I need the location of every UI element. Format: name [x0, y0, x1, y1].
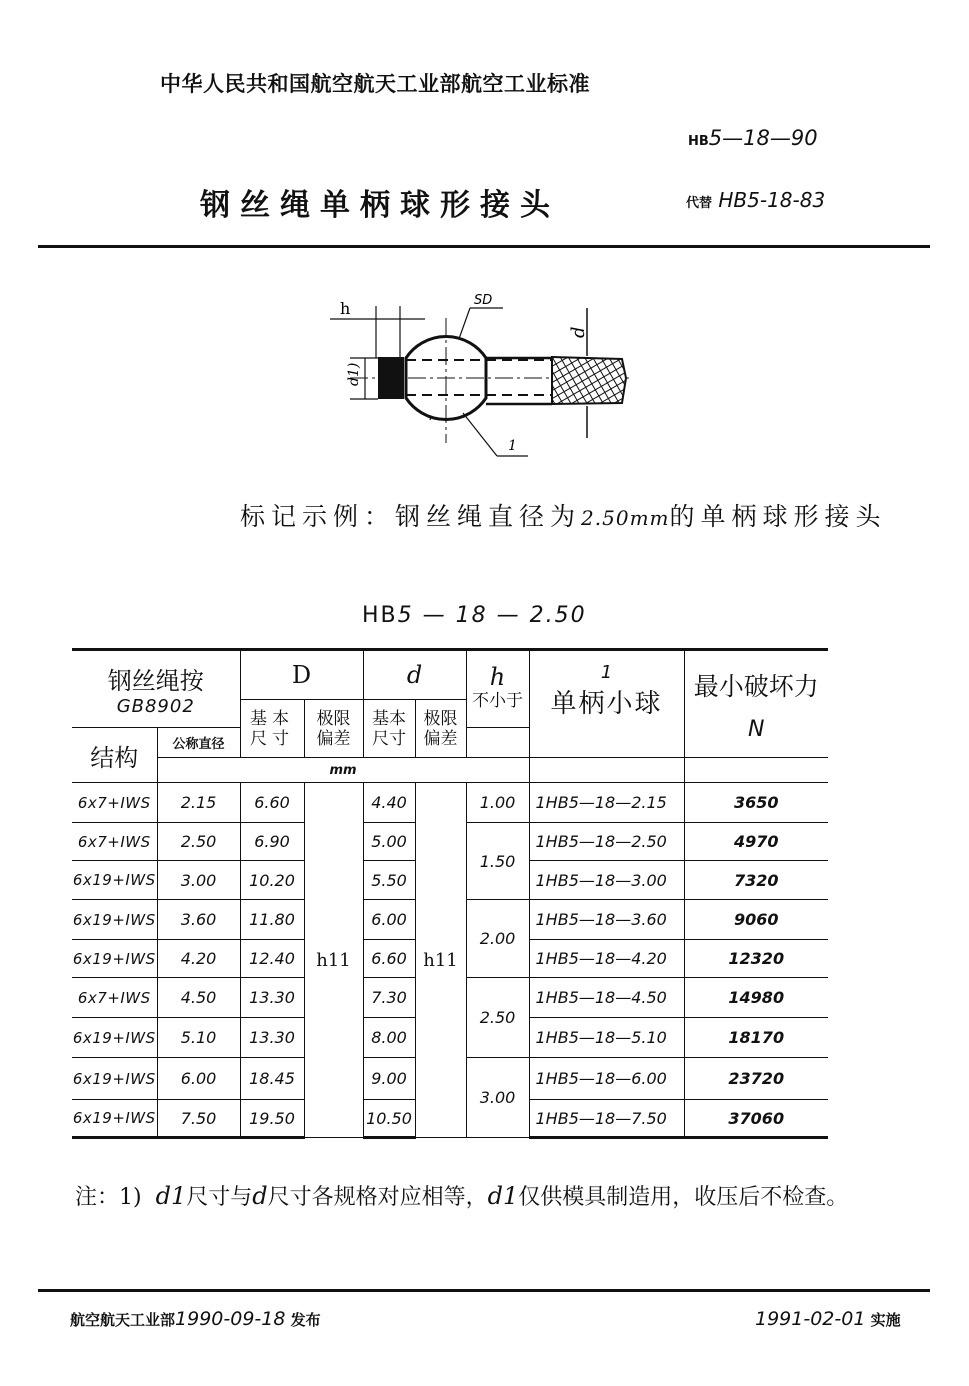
d1-label: d1)	[346, 362, 362, 386]
example-text-after: 的单柄球形接头	[669, 502, 887, 531]
header-d-limit: 极限 偏差	[415, 700, 466, 758]
marking-example	[240, 497, 887, 533]
h-label: h	[340, 299, 351, 318]
table-row: 6x19+IWS 7.50 19.50 10.50 1HB5—18—7.50 37060	[72, 1100, 828, 1138]
header-rope-standard: 钢丝绳按 GB8902	[72, 650, 240, 728]
part-number-label: 1	[508, 438, 517, 454]
note-symbol-d1-2: d1	[487, 1182, 519, 1210]
effective-info	[755, 1308, 901, 1330]
d-label: d	[568, 326, 589, 338]
ball-joint-drawing	[320, 278, 640, 468]
header-part: 1 单柄小球	[529, 650, 684, 758]
specification-table	[72, 648, 828, 1139]
example-label: 标记示例：	[240, 502, 396, 531]
header-structure: 结构	[72, 728, 157, 783]
footnote: 注：1) d1尺寸与d尺寸各规格对应相等，d1仅供模具制造用，收压后不检查。	[75, 1182, 849, 1210]
example-value: 2.50mm	[581, 506, 670, 530]
header-d-basic: 基本 尺寸	[363, 700, 415, 758]
table-row: 6x19+IWS 6.00 18.45 9.00 3.00 1HB5—18—6.00 23720	[72, 1058, 828, 1100]
sd-label: SD	[474, 293, 493, 308]
table-row: 6x19+IWS 5.10 13.30 8.00 1HB5—18—5.10 18170	[72, 1018, 828, 1058]
document-title: 钢丝绳单柄球形接头	[200, 188, 560, 223]
note-symbol-d: d	[252, 1182, 268, 1210]
header-d: d	[363, 650, 466, 700]
effective-date: 1991-02-01	[755, 1308, 866, 1330]
header-force: 最小破坏力 N	[684, 650, 828, 758]
footer-rule	[38, 1289, 930, 1292]
header-unit: mm	[157, 758, 529, 783]
header-nominal-diameter: 公称直径	[157, 728, 240, 758]
table-row: 6x7+IWS 4.50 13.30 7.30 2.50 1HB5—18—4.50 14980	[72, 978, 828, 1018]
table-row: 6x7+IWS 2.50 6.90 5.00 1.50 1HB5—18—2.50 4970	[72, 823, 828, 861]
example-mark	[362, 603, 587, 628]
issue-info	[70, 1308, 321, 1330]
issue-date: 1990-09-18	[175, 1308, 286, 1330]
header-D-limit: 极限 偏差	[304, 700, 363, 758]
replaces-label: 代替	[686, 196, 713, 211]
tolerance-D: h11	[304, 783, 363, 1138]
header-rule	[38, 245, 930, 248]
example-mark-value: 5 — 18 — 2.50	[397, 603, 587, 628]
table-row: 6x19+IWS 4.20 12.40 6.60 1HB5—18—4.20 12320	[72, 940, 828, 978]
tolerance-d: h11	[415, 783, 466, 1138]
table-row: 6x19+IWS 3.00 10.20 5.50 1HB5—18—3.00 7320	[72, 861, 828, 900]
standard-prefix: HB	[688, 134, 709, 149]
table-row: 6x7+IWS 2.15 6.60 h11 4.40 h11 1.00 1HB5—18—2.15 3650	[72, 783, 828, 823]
example-text-before: 钢丝绳直径为	[395, 502, 582, 531]
header-D-basic: 基本 尺寸	[240, 700, 304, 758]
example-mark-prefix: HB	[362, 603, 398, 628]
standard-number	[688, 126, 818, 150]
organization-title: 中华人民共和国航空航天工业部航空工业标准	[160, 72, 590, 96]
table-row: 6x19+IWS 3.60 11.80 6.00 2.00 1HB5—18—3.60 9060	[72, 900, 828, 940]
note-label: 注：1)	[75, 1185, 142, 1210]
issue-label: 发布	[290, 1311, 321, 1329]
issuer: 航空航天工业部	[70, 1311, 176, 1329]
effective-label: 实施	[870, 1311, 901, 1329]
header-h: h 不小于	[466, 650, 529, 728]
replaces-standard	[686, 188, 825, 212]
note-symbol-d1: d1	[155, 1182, 187, 1210]
replaces-number: HB5-18-83	[718, 188, 826, 212]
standard-number-value: 5—18—90	[708, 126, 818, 150]
header-D: D	[240, 650, 363, 700]
